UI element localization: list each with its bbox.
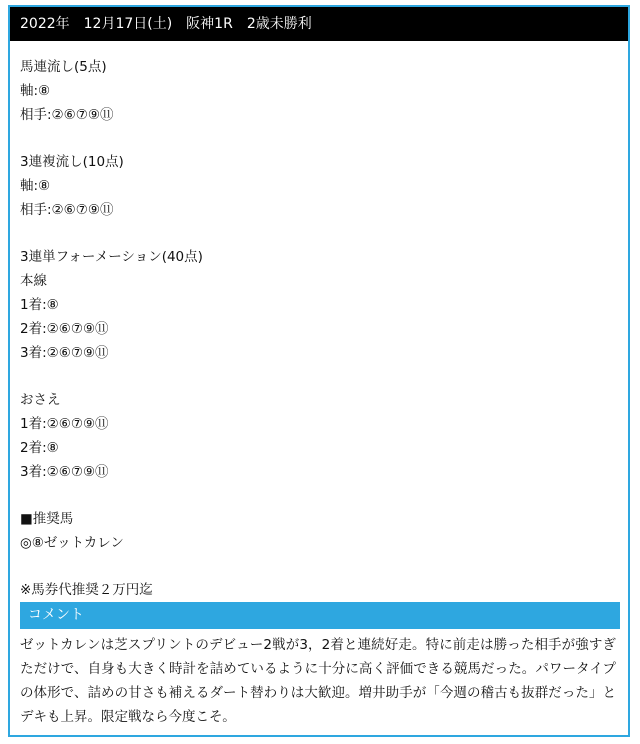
- sanrentan-main-1st: 1着:⑧: [20, 297, 59, 313]
- comment-text: ゼットカレンは芝スプリントのデビュー2戦が3，2着と連続好走。特に前走は勝った相手が強すぎただけで、自身も大きく時計を詰めているように十分に高く評価できる競馬だった。パワータイプの体形で、詰めの甘さも補えるダート替わりは大歓迎。増井助手が「今週の稽古も抜群だった」とデキも上昇。限定戦なら今度こそ。: [20, 637, 616, 725]
- race-header: 2022年 12月17日(土) 阪神1R 2歳未勝利: [10, 7, 628, 41]
- sanrentan-cover-label: おさえ: [20, 392, 61, 408]
- bet-card: [8, 5, 630, 737]
- umaren-partners: 相手:②⑥⑦⑨⑪: [20, 107, 114, 123]
- umaren-section: [20, 55, 628, 127]
- umaren-title: 馬連流し(5点): [20, 59, 107, 75]
- sanrenpuku-section: [20, 150, 628, 222]
- sanrentan-cover-3rd: 3着:②⑥⑦⑨⑪: [20, 464, 109, 480]
- recommend-section: [20, 507, 628, 555]
- sanrentan-main-2nd: 2着:②⑥⑦⑨⑪: [20, 321, 109, 337]
- recommend-horse: ◎⑧ゼットカレン: [20, 535, 124, 551]
- umaren-axis: 軸:⑧: [20, 83, 51, 99]
- bet-content: [10, 41, 628, 602]
- sanrentan-cover-1st: 1着:②⑥⑦⑨⑪: [20, 416, 109, 432]
- sanrentan-cover-2nd: 2着:⑧: [20, 440, 59, 456]
- comment-label: コメント: [20, 602, 620, 629]
- sanrentan-title: 3連単フォーメーション(40点): [20, 249, 203, 265]
- recommend-title: ■推奨馬: [20, 511, 74, 527]
- sanrentan-main-3rd: 3着:②⑥⑦⑨⑪: [20, 345, 109, 361]
- sanrentan-main-label: 本線: [20, 273, 47, 289]
- sanrenpuku-partners: 相手:②⑥⑦⑨⑪: [20, 202, 114, 218]
- budget-note: ※馬券代推奨２万円迄: [20, 582, 153, 598]
- sanrentan-section: [20, 245, 628, 484]
- sanrenpuku-axis: 軸:⑧: [20, 178, 51, 194]
- sanrenpuku-title: 3連複流し(10点): [20, 154, 124, 170]
